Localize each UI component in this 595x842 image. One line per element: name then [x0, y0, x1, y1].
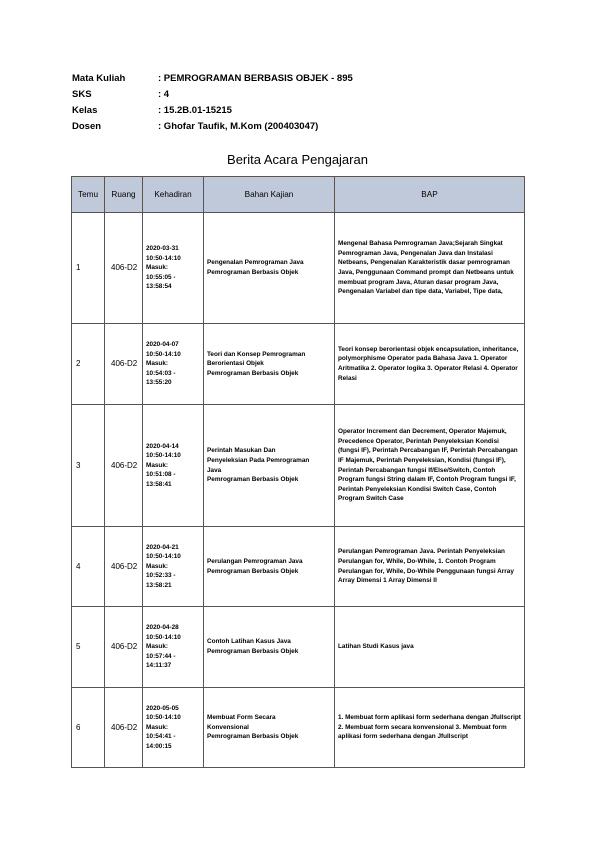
masuk-label: Masuk: [146, 643, 169, 651]
bap-cell: Latihan Studi Kasus java [335, 607, 525, 688]
date-text: 2020-04-21 [146, 543, 179, 551]
date-text: 2020-03-31 [146, 245, 179, 253]
kehadiran-cell [143, 688, 204, 768]
table-row [72, 324, 525, 405]
kehadiran-cell [143, 607, 204, 688]
temu-cell: 1 [72, 213, 105, 324]
info-label: Mata Kuliah [72, 73, 126, 84]
temu-cell: 5 [72, 607, 105, 688]
info-label: SKS [72, 89, 92, 100]
kajian-line: Pemrograman Berbasis Objek [207, 648, 299, 655]
kajian-line: Contoh Latihan Kasus Java [207, 638, 291, 646]
bahan-kajian-cell [204, 213, 335, 324]
kehadiran-cell [143, 527, 204, 607]
kajian-line: Berorientasi Objek [207, 360, 264, 368]
info-row-dosen [72, 119, 532, 135]
masuk-time: 10:52:33 - [146, 572, 176, 580]
time-text: 10:50-14:10 [146, 350, 181, 358]
info-label: Kelas [72, 105, 98, 116]
date-text: 2020-04-14 [146, 442, 179, 450]
bahan-kajian-cell [204, 527, 335, 607]
masuk-time: 10:55:05 - [146, 273, 176, 281]
kajian-line: Perulangan Pemrograman Java [207, 557, 303, 565]
masuk-time: 10:57:44 - [146, 652, 176, 660]
temu-cell: 6 [72, 688, 105, 768]
bahan-kajian-cell [204, 324, 335, 405]
date-text: 2020-04-07 [146, 341, 179, 349]
ruang-cell: 406-D2 [105, 527, 143, 607]
kajian-line: Pemrograman Berbasis Objek [207, 269, 299, 276]
table-row [72, 213, 525, 324]
bap-table [71, 176, 525, 768]
bahan-kajian-cell [204, 405, 335, 527]
ruang-cell: 406-D2 [105, 324, 143, 405]
bap-cell: 1. Membuat form aplikasi form sederhana dengan Jfullscript 2. Membuat form secara konvensional 3. Membuat form aplikasi form sederhana dengan Jfullscript [335, 688, 525, 768]
time-text: 10:50-14:10 [146, 254, 181, 262]
keluar-time: 13:58:21 [146, 581, 172, 589]
bap-cell: Teori konsep berorientasi objek encapsulation, inheritance, polymorphisme Operator pada Bahasa Java 1. Operator Aritmatika 2. Operator logika 3. Operator Relasi 4. Operator Relasi [335, 324, 525, 405]
time-text: 10:50-14:10 [146, 553, 181, 561]
keluar-time: 13:58:54 [146, 283, 172, 291]
date-text: 2020-05-05 [146, 704, 179, 712]
masuk-label: Masuk: [146, 264, 169, 272]
ruang-cell: 406-D2 [105, 688, 143, 768]
kehadiran-cell [143, 324, 204, 405]
temu-cell: 4 [72, 527, 105, 607]
time-text: 10:50-14:10 [146, 714, 181, 722]
bap-cell: Mengenal Bahasa Pemrograman Java;Sejarah Singkat Pemrograman Java, Pengenalan Java dan Instalasi Netbeans, Pengenalan Karakteristik dasar pemrograman Java, Penggunaan Command prompt dan Netbeans untuk membuat program Java, Aturan dasar program Java, Pengenalan Variabel dan tipe data, Variabel, Tipe data, [335, 213, 525, 324]
kajian-line: Teori dan Konsep Pemrograman [207, 350, 306, 358]
temu-cell: 2 [72, 324, 105, 405]
kajian-line: Pemrograman Berbasis Objek [207, 476, 299, 484]
kajian-line: Konvensional [207, 723, 249, 731]
info-label: Dosen [72, 121, 102, 132]
keluar-time: 14:00:15 [146, 742, 172, 750]
keluar-time: 13:55:20 [146, 379, 172, 387]
info-value: : PEMROGRAMAN BERBASIS OBJEK - 895 [158, 73, 353, 84]
bahan-kajian-cell [204, 688, 335, 768]
page-title: Berita Acara Pengajaran [227, 152, 368, 167]
column-header-bahan-kajian: Bahan Kajian [204, 177, 335, 213]
table-row [72, 405, 525, 527]
keluar-time: 14:11:37 [146, 662, 172, 670]
bap-cell: Perulangan Pemrograman Java. Perintah Penyeleksian Perulangan for, While, Do-While, 1. Contoh Program Perulangan for, While, Do-While Penggunaan fungsi Array Array Dimensi 1 Array Dimensi II [335, 527, 525, 607]
time-text: 10:50-14:10 [146, 633, 181, 641]
kajian-line: Pemrograman Berbasis Objek [207, 733, 299, 741]
kajian-line: Pemrograman Berbasis Objek [207, 369, 299, 377]
masuk-time: 10:51:08 - [146, 471, 176, 479]
kajian-line: Perintah Masukan Dan [207, 447, 276, 455]
table-header-row [72, 177, 525, 213]
table-row [72, 688, 525, 768]
masuk-label: Masuk: [146, 360, 169, 368]
masuk-time: 10:54:41 - [146, 733, 176, 741]
kajian-line: Java [207, 466, 222, 474]
keluar-time: 13:58:41 [146, 480, 172, 488]
info-value: : Ghofar Taufik, M.Kom (200403047) [158, 121, 319, 132]
masuk-label: Masuk: [146, 723, 169, 731]
course-info [72, 71, 532, 135]
ruang-cell: 406-D2 [105, 405, 143, 527]
kajian-line: Pengenalan Pemrograman Java [207, 259, 304, 267]
info-value: : 4 [158, 89, 170, 100]
date-text: 2020-04-28 [146, 624, 179, 632]
kehadiran-cell [143, 213, 204, 324]
masuk-label: Masuk: [146, 562, 169, 570]
time-text: 10:50-14:10 [146, 452, 181, 460]
column-header-kehadiran: Kehadiran [143, 177, 204, 213]
masuk-label: Masuk: [146, 461, 169, 469]
kajian-line: Penyeleksian Pada Pemrograman [207, 456, 310, 464]
kajian-line: Pemrograman Berbasis Objek [207, 567, 299, 575]
column-header-temu: Temu [72, 177, 105, 213]
column-header-bap: BAP [335, 177, 525, 213]
ruang-cell: 406-D2 [105, 213, 143, 324]
bahan-kajian-cell [204, 607, 335, 688]
info-row-kelas [72, 103, 532, 119]
ruang-cell: 406-D2 [105, 607, 143, 688]
info-row-sks [72, 87, 532, 103]
kehadiran-cell [143, 405, 204, 527]
masuk-time: 10:54:03 - [146, 369, 176, 377]
table-row [72, 527, 525, 607]
column-header-ruang: Ruang [105, 177, 143, 213]
info-row-mata-kuliah [72, 71, 532, 87]
bap-cell: Operator Increment dan Decrement, Operator Majemuk, Precedence Operator, Perintah Penyeleksian Kondisi (fungsi IF), Perintah Percabangan IF, Perintah Percabangan IF Majemuk, Perintah Penyeleksian, Kondisi (fungsi IF), Perintah Percabangan fungsi If/Else/Switch, Contoh Program fungsi String dalam IF, Contoh Program fungsi IF, Perintah Penyeleksian Kondisi Switch Case, Contoh Program Switch Case [335, 405, 525, 527]
info-value: : 15.2B.01-15215 [158, 105, 232, 116]
kajian-line: Membuat Form Secara [207, 714, 276, 722]
temu-cell: 3 [72, 405, 105, 527]
table-row [72, 607, 525, 688]
